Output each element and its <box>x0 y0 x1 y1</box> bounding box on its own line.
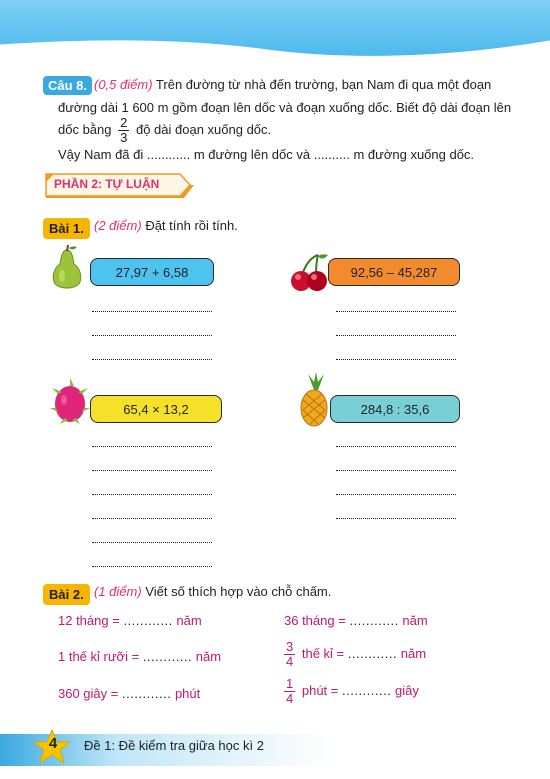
fraction-one-quarter: $\frac{1}{4}$ <box>286 676 294 706</box>
top-wave-banner <box>0 0 550 62</box>
working-line[interactable] <box>92 565 212 567</box>
footer-bar <box>0 728 550 779</box>
answer-blank[interactable]: ............ <box>121 686 172 701</box>
question-8-badge: Câu 8. <box>43 76 92 95</box>
working-line[interactable] <box>336 310 456 312</box>
answer-blank[interactable]: ............ <box>342 682 392 698</box>
conversion-row-1b: 36 tháng = ............ năm <box>284 613 428 628</box>
answer-blank[interactable]: ............ <box>142 649 193 664</box>
expression-pill-1: 27,97 + 6,58 <box>90 258 214 286</box>
question-8-line1: (0,5 điểm) Trên đường từ nhà đến trường, bạn Nam đi qua một đoạn <box>94 77 492 92</box>
working-line[interactable] <box>92 310 212 312</box>
working-line[interactable] <box>92 445 212 447</box>
fraction-three-quarters: $\frac{3}{4}$ <box>286 639 294 669</box>
conversion-row-3b: $\frac{1}{4}$ phút = ............ giây <box>286 676 419 706</box>
cherry-icon <box>288 253 330 293</box>
working-line[interactable] <box>92 493 212 495</box>
working-line[interactable] <box>336 517 456 519</box>
dragonfruit-icon <box>50 376 90 426</box>
working-line[interactable] <box>336 445 456 447</box>
expression-pill-2: 92,56 – 45,287 <box>328 258 460 286</box>
working-line[interactable] <box>92 469 212 471</box>
question-8-line4: Vậy Nam đã đi ............ m đường lên dốc và .......... m đường xuống dốc. <box>58 147 475 162</box>
conversion-row-2a: 1 thế kỉ rưỡi = ............ năm <box>58 649 222 664</box>
answer-blank[interactable]: ............ <box>349 613 399 628</box>
exercise-1-instruction: (2 điểm) Đặt tính rồi tính. <box>94 218 238 233</box>
working-line[interactable] <box>336 493 456 495</box>
answer-blank[interactable]: ............ <box>123 613 173 628</box>
fraction-two-thirds: $\frac{2}{3}$ <box>120 115 128 145</box>
working-line[interactable] <box>336 358 456 360</box>
exercise-2-instruction: (1 điểm) Viết số thích hợp vào chỗ chấm. <box>94 584 332 599</box>
part-2-title: PHẦN 2: TỰ LUẬN <box>54 177 160 191</box>
question-8-points: (0,5 điểm) <box>94 77 153 92</box>
pineapple-icon <box>296 372 332 428</box>
conversion-row-1a: 12 tháng = ............ năm <box>58 613 202 628</box>
question-8-line2: đường dài 1 600 m gồm đoạn lên dốc và đoạn xuống dốc. Biết độ dài đoạn lên <box>58 100 512 115</box>
working-line[interactable] <box>336 334 456 336</box>
exercise-2-badge: Bài 2. <box>43 584 90 605</box>
working-line[interactable] <box>92 358 212 360</box>
working-line[interactable] <box>336 469 456 471</box>
conversion-row-2b: $\frac{3}{4}$ thế kỉ = ............ năm <box>286 639 427 669</box>
question-8-line3: dốc bằng $\frac{2}{3}$ độ dài đoạn xuống dốc. <box>58 115 272 145</box>
exercise-1-badge: Bài 1. <box>43 218 90 239</box>
pear-icon <box>48 244 86 292</box>
working-line[interactable] <box>92 517 212 519</box>
expression-pill-4: 284,8 : 35,6 <box>330 395 460 423</box>
answer-blank-downhill[interactable]: .......... <box>313 147 350 162</box>
conversion-row-3a: 360 giây = ............ phút <box>58 686 201 701</box>
answer-blank[interactable]: ............ <box>347 645 398 661</box>
working-line[interactable] <box>92 541 212 543</box>
page-number: 4 <box>48 735 58 752</box>
footer-title: Đề 1: Đề kiểm tra giữa học kì 2 <box>84 738 264 753</box>
expression-pill-3: 65,4 × 13,2 <box>90 395 222 423</box>
answer-blank-uphill[interactable]: ............ <box>146 147 191 162</box>
working-line[interactable] <box>92 334 212 336</box>
